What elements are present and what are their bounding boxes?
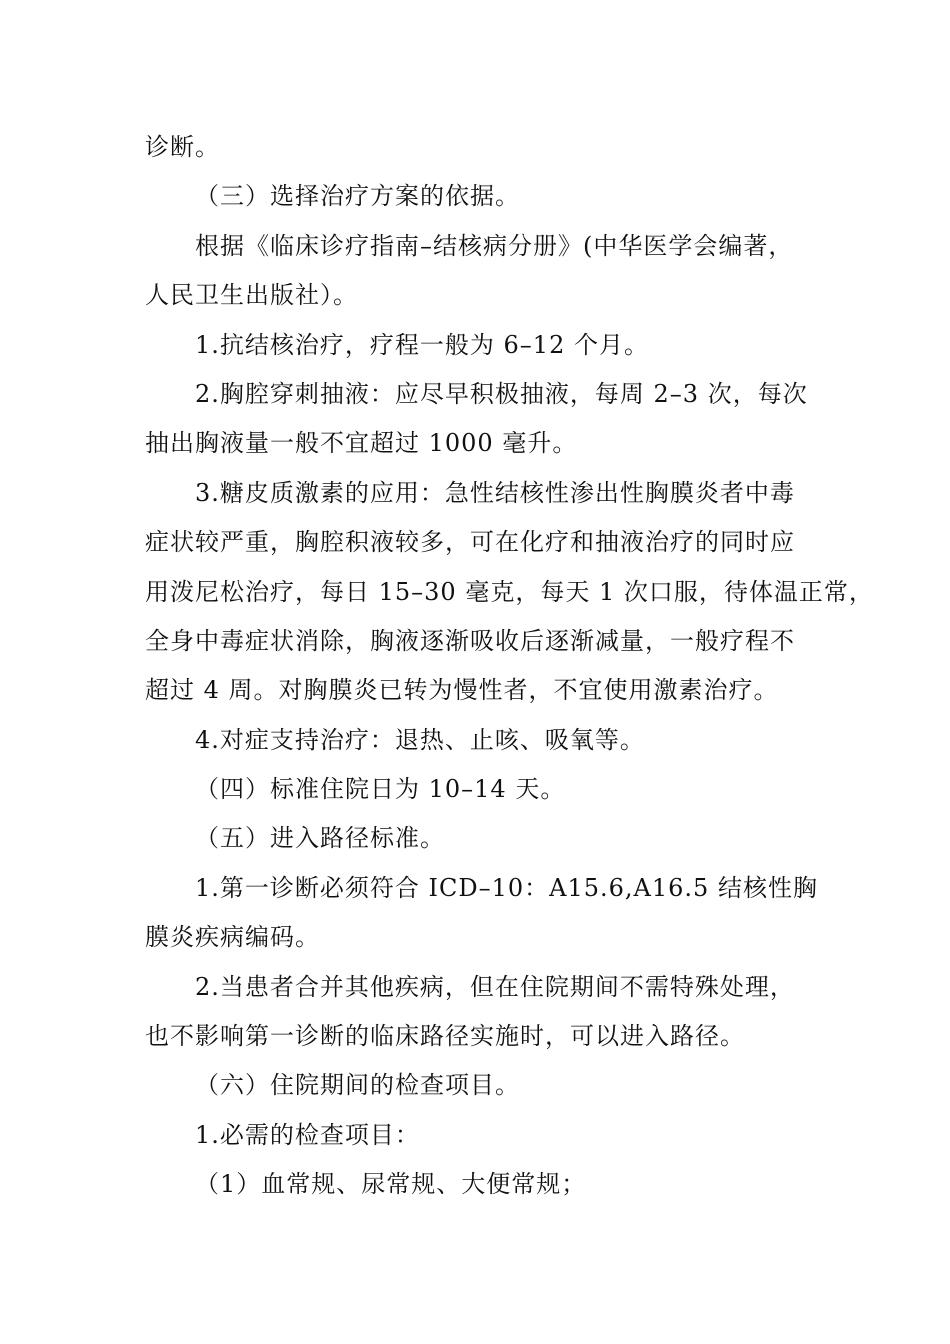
paragraph-line: 用泼尼松治疗，每日 15–30 毫克，每天 1 次口服，待体温正常， bbox=[145, 577, 874, 606]
section-heading: （六）住院期间的检查项目。 bbox=[195, 1071, 520, 1100]
paragraph-line: 抽出胸液量一般不宜超过 1000 毫升。 bbox=[145, 429, 578, 458]
paragraph-line: 也不影响第一诊断的临床路径实施时，可以进入路径。 bbox=[145, 1022, 745, 1051]
section-heading: （五）进入路径标准。 bbox=[195, 824, 445, 853]
list-item: 1.抗结核治疗，疗程一般为 6–12 个月。 bbox=[195, 330, 649, 359]
list-item: 2.当患者合并其他疾病，但在住院期间不需特殊处理， bbox=[195, 972, 795, 1001]
list-item: 1.第一诊断必须符合 ICD–10：A15.6,A16.5 结核性胸 bbox=[195, 873, 818, 902]
list-item: 2.胸腔穿刺抽液：应尽早积极抽液，每周 2–3 次，每次 bbox=[195, 379, 808, 408]
paragraph-line: 全身中毒症状消除，胸液逐渐吸收后逐渐减量，一般疗程不 bbox=[145, 626, 795, 655]
paragraph-line: 症状较严重，胸腔积液较多，可在化疗和抽液治疗的同时应 bbox=[145, 528, 795, 557]
paragraph-line: 膜炎疾病编码。 bbox=[145, 923, 320, 952]
paragraph-line: 人民卫生出版社）。 bbox=[145, 281, 358, 310]
list-item: （1）血常规、尿常规、大便常规； bbox=[195, 1170, 587, 1199]
list-item: 4.对症支持治疗：退热、止咳、吸氧等。 bbox=[195, 725, 645, 754]
document-body bbox=[145, 123, 874, 1210]
paragraph-line: 超过 4 周。对胸膜炎已转为慢性者，不宜使用激素治疗。 bbox=[145, 676, 779, 705]
section-heading: （四）标准住院日为 10–14 天。 bbox=[195, 775, 566, 804]
list-item: 1.必需的检查项目： bbox=[195, 1120, 420, 1149]
text-line: 诊断。 bbox=[145, 133, 220, 161]
section-heading: （三）选择治疗方案的依据。 bbox=[195, 182, 520, 211]
list-item: 3.糖皮质激素的应用：急性结核性渗出性胸膜炎者中毒 bbox=[195, 478, 795, 507]
paragraph-line: 根据《临床诊疗指南–结核病分册》(中华医学会编著， bbox=[195, 231, 794, 260]
